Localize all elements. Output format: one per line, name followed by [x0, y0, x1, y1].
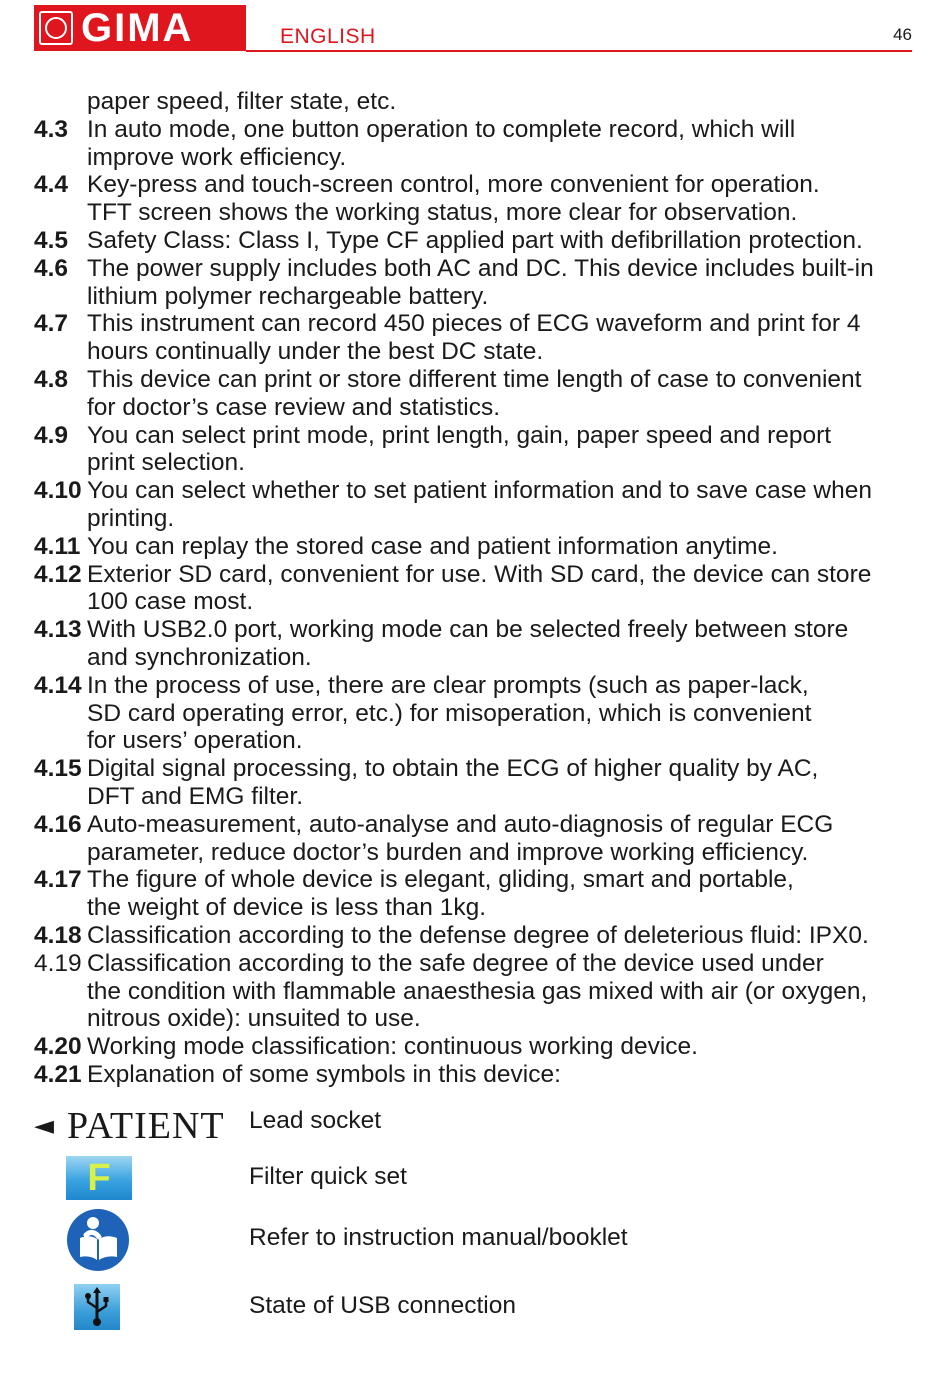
- list-item: [34, 366, 916, 422]
- item-text-line: Auto-measurement, auto-analyse and auto-diagnosis of regular ECG: [87, 810, 834, 838]
- item-text-line: The figure of whole device is elegant, gliding, smart and portable,: [87, 866, 794, 894]
- list-item: [34, 1061, 916, 1089]
- list-item: [34, 255, 916, 311]
- patient-text: PATIENT: [67, 1105, 225, 1147]
- item-text-line: In auto mode, one button operation to complete record, which will: [87, 115, 796, 143]
- list-item: [34, 616, 916, 672]
- item-text-line: Classification according to the defense degree of deleterious fluid: IPX0.: [87, 921, 869, 949]
- item-text-line: for doctor’s case review and statistics.: [87, 393, 501, 421]
- gima-logo: [34, 5, 246, 51]
- item-text-line: print selection.: [87, 449, 245, 477]
- list-item: [34, 922, 916, 950]
- item-text-line: TFT screen shows the working status, more clear for observation.: [87, 199, 798, 227]
- language-label: ENGLISH: [280, 25, 376, 48]
- item-number: 4.17: [34, 866, 82, 894]
- item-number: 4.13: [34, 616, 82, 644]
- list-item: [34, 1033, 916, 1061]
- item-text-line: paper speed, filter state, etc.: [87, 88, 397, 115]
- item-text-line: lithium polymer rechargeable battery.: [87, 282, 489, 310]
- item-text-line: nitrous oxide): unsuited to use.: [87, 1005, 421, 1033]
- item-text-line: This instrument can record 450 pieces of ECG waveform and print for 4: [87, 310, 861, 338]
- list-item: [34, 171, 916, 227]
- patient-symbol: [34, 1104, 225, 1148]
- item-number: 4.5: [34, 226, 69, 254]
- list-item: [34, 116, 916, 172]
- item-text-line: Exterior SD card, convenient for use. With SD card, the device can store: [87, 560, 872, 588]
- item-text-line: hours continually under the best DC state.: [87, 338, 544, 366]
- feature-list: [34, 88, 916, 1089]
- symbol-label-filter: Filter quick set: [249, 1163, 407, 1190]
- item-text-line: parameter, reduce doctor’s burden and improve working efficiency.: [87, 838, 809, 866]
- symbol-label-usb: State of USB connection: [249, 1292, 516, 1319]
- list-item: [34, 950, 916, 1033]
- item-text-line: Digital signal processing, to obtain the ECG of higher quality by AC,: [87, 755, 819, 783]
- item-number: 4.19: [34, 949, 82, 977]
- item-number: 4.3: [34, 115, 69, 143]
- item-text-line: This device can print or store different time length of case to convenient: [87, 365, 862, 393]
- item-text-line: Safety Class: Class I, Type CF applied part with defibrillation protection.: [87, 226, 863, 254]
- item-number: 4.16: [34, 810, 82, 838]
- list-item: [34, 422, 916, 478]
- page-header: [34, 5, 912, 53]
- list-item: [34, 88, 916, 116]
- item-text-line: In the process of use, there are clear prompts (such as paper-lack,: [87, 671, 809, 699]
- item-text-line: the weight of device is less than 1kg.: [87, 894, 487, 922]
- list-item: [34, 866, 916, 922]
- item-number: 4.18: [34, 921, 82, 949]
- item-number: 4.6: [34, 254, 69, 282]
- item-number: 4.14: [34, 671, 82, 699]
- item-text-line: the condition with flammable anaesthesia gas mixed with air (or oxygen,: [87, 977, 868, 1005]
- instruction-manual-icon: [66, 1208, 130, 1272]
- item-text-line: You can select print mode, print length, gain, paper speed and report: [87, 421, 832, 449]
- list-item: [34, 310, 916, 366]
- brand-name: GIMA: [81, 6, 194, 50]
- list-item: [34, 477, 916, 533]
- item-number: 4.9: [34, 421, 69, 449]
- item-text-line: With USB2.0 port, working mode can be selected freely between store: [87, 616, 849, 644]
- item-text-line: improve work efficiency.: [87, 143, 347, 171]
- item-text-line: You can replay the stored case and patient information anytime.: [87, 532, 778, 560]
- item-number: 4.4: [34, 171, 69, 199]
- item-text-line: Key-press and touch-screen control, more convenient for operation.: [87, 171, 820, 199]
- item-number: 4.12: [34, 560, 82, 588]
- symbol-row-usb: [34, 1284, 914, 1332]
- triangle-left-icon: ◄: [34, 1111, 55, 1141]
- header-rule: [246, 50, 912, 52]
- item-text-line: Classification according to the safe degree of the device used under: [87, 949, 824, 977]
- item-text-line: Working mode classification: continuous working device.: [87, 1033, 698, 1061]
- item-text-line: for users’ operation.: [87, 727, 303, 755]
- item-number: 4.21: [34, 1060, 82, 1088]
- list-item: [34, 755, 916, 811]
- symbol-row-manual: [34, 1208, 914, 1274]
- item-text-line: The power supply includes both AC and DC. This device includes built-in: [87, 254, 874, 282]
- symbol-row-filter: [34, 1156, 914, 1202]
- filter-f-icon: F: [66, 1156, 132, 1200]
- item-text-line: 100 case most.: [87, 588, 254, 616]
- gima-emblem-icon: [39, 11, 73, 45]
- item-number: 4.10: [34, 477, 82, 505]
- item-number: 4.11: [34, 532, 81, 560]
- list-item: [34, 533, 916, 561]
- list-item: [34, 811, 916, 867]
- item-text-line: DFT and EMG filter.: [87, 782, 304, 810]
- list-item: [34, 672, 916, 755]
- item-text-line: and synchronization.: [87, 643, 312, 671]
- symbol-label-manual: Refer to instruction manual/booklet: [249, 1224, 628, 1251]
- symbol-label-lead-socket: Lead socket: [249, 1107, 382, 1134]
- page-number: 46: [893, 25, 912, 44]
- list-item: [34, 561, 916, 617]
- item-number: 4.7: [34, 310, 69, 338]
- item-number: 4.15: [34, 755, 82, 783]
- symbol-row-patient: [34, 1104, 914, 1148]
- item-text-line: Explanation of some symbols in this device:: [87, 1060, 561, 1088]
- item-number: 4.20: [34, 1033, 82, 1061]
- list-item: [34, 227, 916, 255]
- item-text-line: SD card operating error, etc.) for misoperation, which is convenient: [87, 699, 812, 727]
- usb-icon: [74, 1284, 120, 1330]
- item-number: 4.8: [34, 365, 69, 393]
- item-text-line: printing.: [87, 504, 175, 532]
- item-text-line: You can select whether to set patient information and to save case when: [87, 477, 872, 505]
